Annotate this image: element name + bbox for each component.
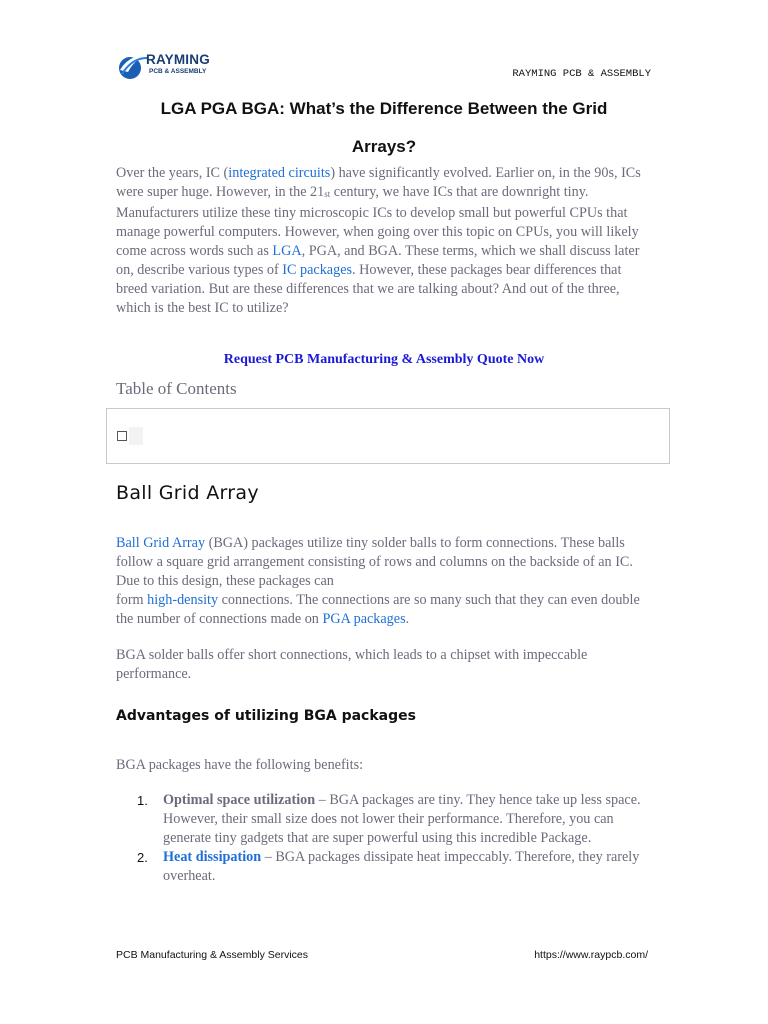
- benefits-list: [137, 791, 657, 886]
- toc-toggle-button[interactable]: [129, 427, 143, 445]
- title-line-2: Arrays?: [351, 137, 417, 156]
- logo-subtitle: PCB & ASSEMBLY: [149, 68, 207, 75]
- lga-link[interactable]: LGA: [272, 243, 302, 259]
- footer-services: PCB Manufacturing & Assembly Services: [116, 949, 308, 961]
- ball-grid-array-link[interactable]: Ball Grid Array: [116, 535, 206, 551]
- bga-paragraph-2: BGA solder balls offer short connections, which leads to a chipset with impeccable performance.: [116, 647, 588, 682]
- section-heading: Ball Grid Array: [116, 482, 259, 504]
- toc-checkbox-icon[interactable]: [117, 431, 127, 441]
- header-company-name: RAYMING PCB & ASSEMBLY: [512, 68, 651, 80]
- list-item: 1. Optimal space utilization – BGA packages are tiny. They hence take up less space. However, their small size does not lower their performance. Therefore, you can generate tiny gadgets that are super powerful using this incredible Package.: [137, 792, 641, 846]
- benefits-intro: BGA packages have the following benefits:: [116, 757, 364, 773]
- bga-paragraph-1: Ball Grid Array (BGA) packages utilize tiny solder balls to form connections. These balls follow a square grid arrangement consisting of rows and columns on the backside of an IC. Due to this design, these packages can form high-density connections. The connections are so many such that they can even double the number of connections made on PGA packages.: [116, 535, 640, 627]
- pga-packages-link[interactable]: PGA packages: [322, 611, 406, 627]
- toc-title: Table of Contents: [116, 379, 237, 398]
- benefit-title: Optimal space utilization: [163, 792, 316, 808]
- title-line-1: LGA PGA BGA: What’s the Difference Between the Grid: [160, 99, 608, 118]
- request-quote-link[interactable]: Request PCB Manufacturing & Assembly Quote Now: [223, 352, 545, 367]
- list-item: 2. Heat dissipation – BGA packages dissipate heat impeccably. Therefore, they rarely overheat.: [137, 849, 640, 884]
- integrated-circuits-link[interactable]: integrated circuits: [228, 165, 331, 181]
- footer-url[interactable]: https://www.raypcb.com/: [534, 949, 648, 961]
- heat-dissipation-link[interactable]: Heat dissipation: [163, 849, 262, 865]
- advantages-subheading: Advantages of utilizing BGA packages: [116, 708, 416, 724]
- high-density-link[interactable]: high-density: [147, 592, 219, 608]
- company-logo: [116, 50, 226, 82]
- intro-paragraph: Over the years, IC (integrated circuits) have significantly evolved. Earlier on, in the 90s, ICs were super huge. However, in the $21_{st}$ century, we have ICs that are downright tiny. Manufacturers utilize these tiny microscopic ICs to develop small but powerful CPUs that manage powerful computers. However, when going over this topic on CPUs, you will likely come across words such as LGA, PGA, and BGA. These terms, which we shall discuss later on, describe various types of IC packages. However, these packages bear differences that breed variation. But are these differences that we are talking about? And out of the three, which is the best IC to utilize?: [116, 165, 641, 316]
- page-title: [110, 90, 658, 166]
- logo-swoosh-icon: [116, 50, 148, 82]
- logo-name: RAYMING: [146, 52, 210, 67]
- ic-packages-link[interactable]: IC packages: [282, 262, 353, 278]
- toc-box: [106, 408, 670, 464]
